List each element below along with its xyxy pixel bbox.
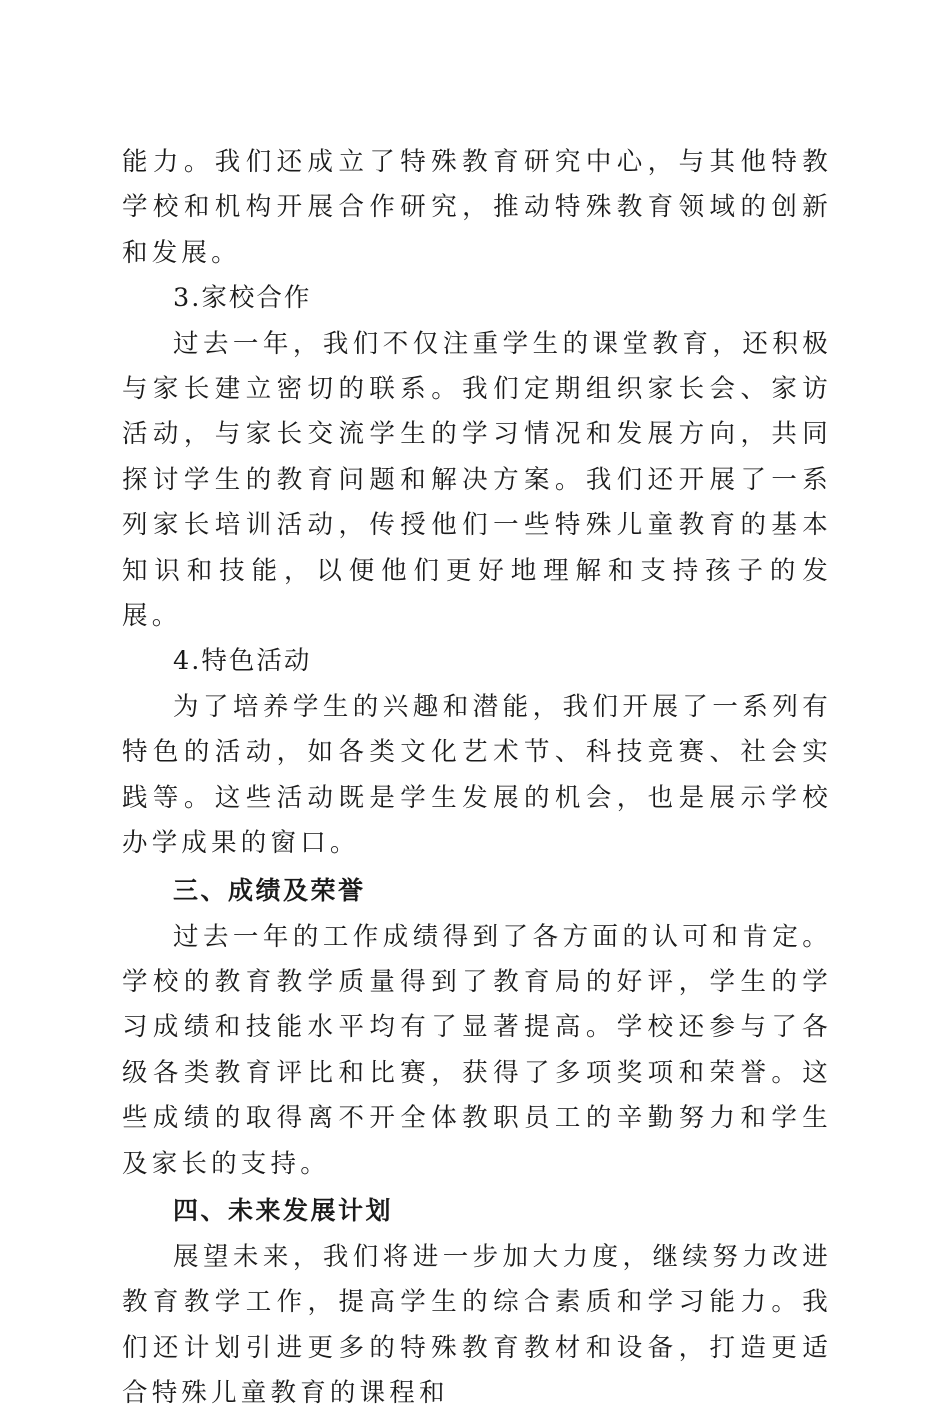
- subheading-special-activities: 4.特色活动: [173, 646, 312, 677]
- section-heading-future-plans: 四、未来发展计划: [173, 1195, 394, 1225]
- subheading-home-school-cooperation: 3.家校合作: [173, 283, 312, 314]
- paragraph-special-activities: 为了培养学生的兴趣和潜能，我们开展了一系列有特色的活动，如各类文化艺术节、科技竞赛、社会实践等。这些活动既是学生发展的机会，也是展示学校办学成果的窗口。: [122, 691, 832, 859]
- section-heading-achievements: 三、成绩及荣誉: [173, 875, 366, 905]
- paragraph-home-school-cooperation: 过去一年，我们不仅注重学生的课堂教育，还积极与家长建立密切的联系。我们定期组织家长会、家访活动，与家长交流学生的学习情况和发展方向，共同探讨学生的教育问题和解决方案。我们还开展了一系列家长培训活动，传授他们一些特殊儿童教育的基本知识和技能，以便他们更好地理解和支持孩子的发展。: [122, 328, 832, 632]
- paragraph-continuation: 能力。我们还成立了特殊教育研究中心，与其他特教学校和机构开展合作研究，推动特殊教育领域的创新和发展。: [122, 147, 832, 268]
- paragraph-future-plans: 展望未来，我们将进一步加大力度，继续努力改进教育教学工作，提高学生的综合素质和学习能力。我们还计划引进更多的特殊教育教材和设备，打造更适合特殊儿童教育的课程和: [122, 1241, 832, 1409]
- paragraph-achievements: 过去一年的工作成绩得到了各方面的认可和肯定。学校的教育教学质量得到了教育局的好评，学生的学习成绩和技能水平均有了显著提高。学校还参与了各级各类教育评比和比赛，获得了多项奖项和荣誉。这些成绩的取得离不开全体教职员工的辛勤努力和学生及家长的支持。: [122, 921, 832, 1179]
- document-body: [122, 140, 832, 1417]
